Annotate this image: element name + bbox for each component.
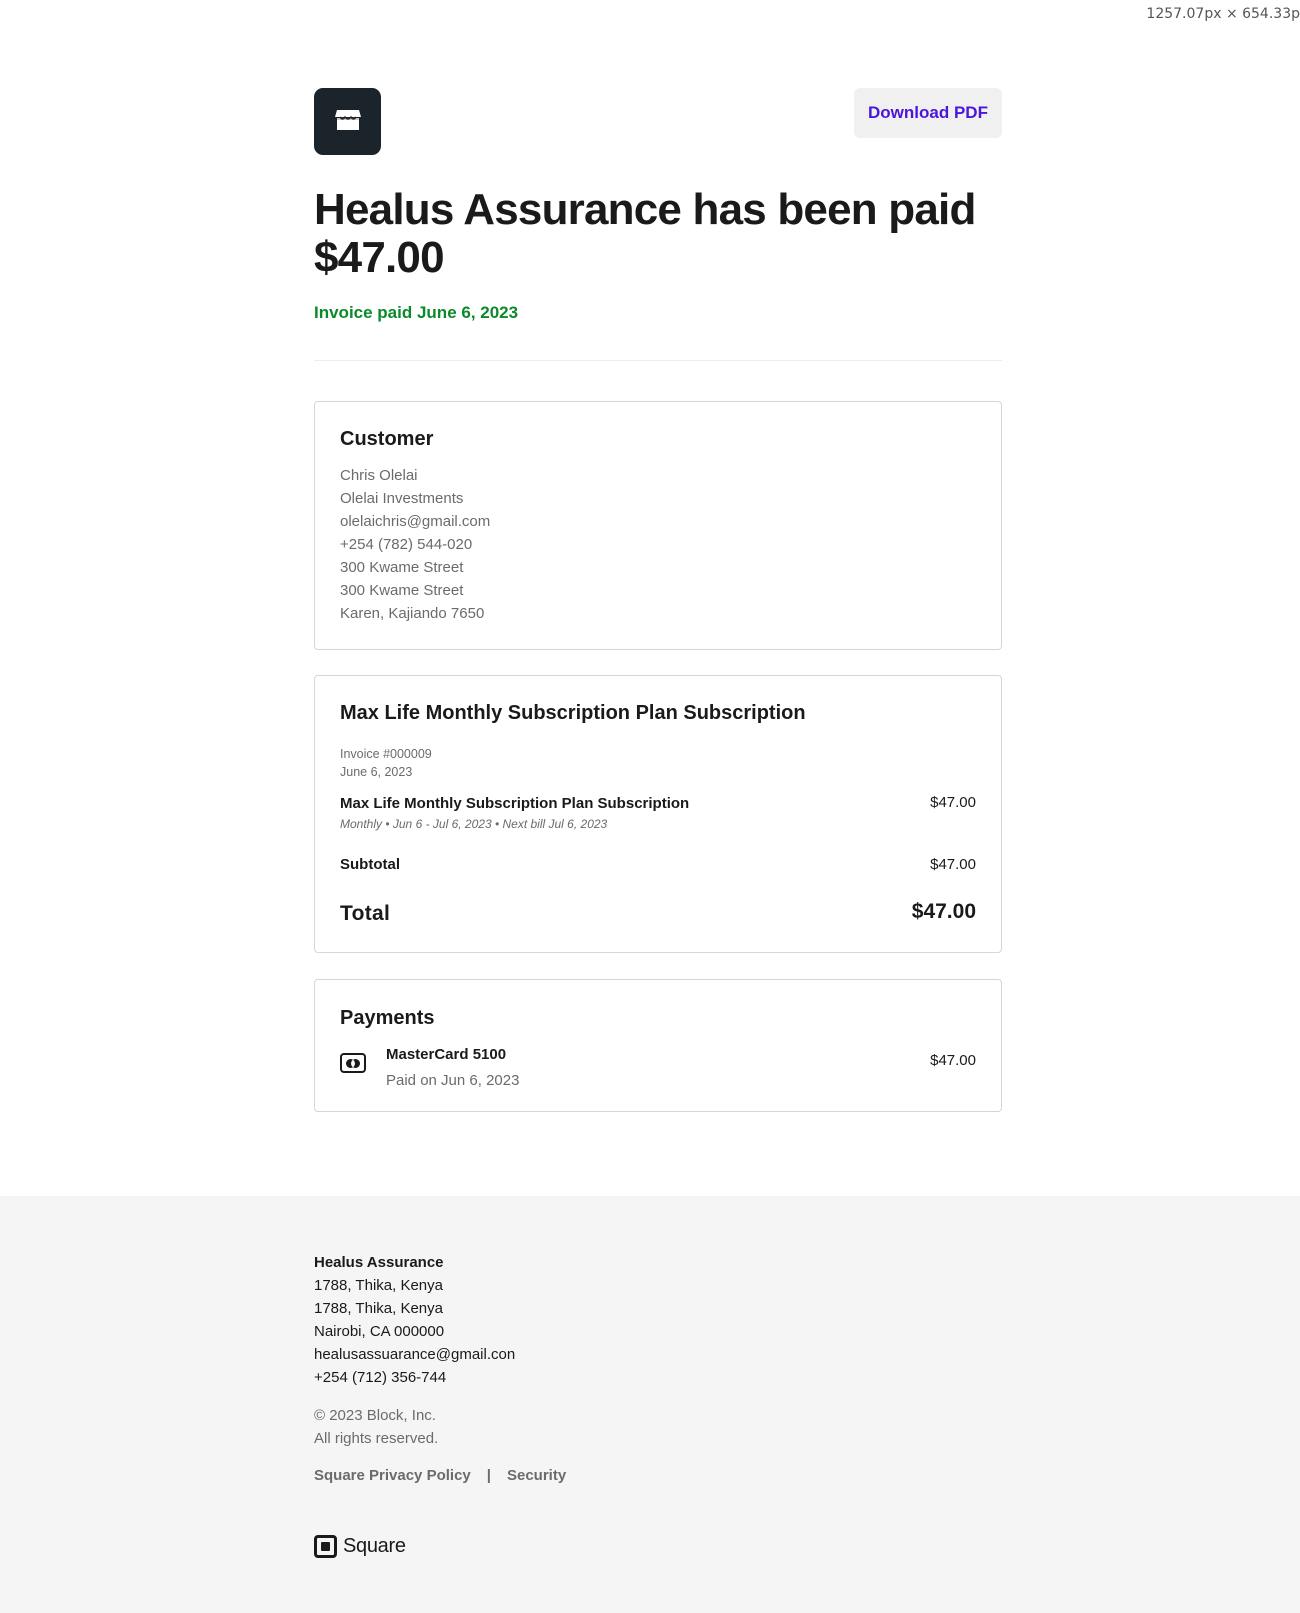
invoice-date: June 6, 2023 (340, 765, 413, 779)
square-logo-icon (314, 1535, 337, 1558)
subtotal-label: Subtotal (340, 856, 400, 873)
customer-email: olelaichris@gmail.com (340, 513, 491, 530)
viewport-size-readout: 1257.07px × 654.33p (1146, 6, 1300, 22)
invoice-card (314, 675, 1002, 953)
copyright (314, 1404, 438, 1450)
business-city: Nairobi, CA 000000 (314, 1323, 445, 1340)
subtotal-amount: $47.00 (930, 856, 976, 873)
business-name: Healus Assurance (314, 1254, 444, 1271)
merchant-logo (314, 88, 381, 155)
square-wordmark: Square (343, 1535, 406, 1557)
customer-address-line: 300 Kwame Street (340, 559, 464, 576)
payment-method: MasterCard 5100 (386, 1046, 507, 1063)
payment-date: Paid on Jun 6, 2023 (386, 1072, 520, 1089)
line-item-amount: $47.00 (930, 794, 976, 811)
footer-links (314, 1467, 566, 1484)
storefront-icon (334, 106, 362, 137)
invoice-number: Invoice #000009 (340, 747, 432, 761)
credit-card-icon (340, 1053, 366, 1073)
total-label: Total (340, 902, 391, 925)
customer-company: Olelai Investments (340, 490, 464, 507)
page-title: Healus Assurance has been paid $47.00 (314, 185, 976, 282)
customer-details (340, 464, 490, 625)
payments-card (314, 979, 1002, 1112)
payment-amount: $47.00 (930, 1052, 976, 1069)
customer-address-line: 300 Kwame Street (340, 582, 464, 599)
copyright-text: © 2023 Block, Inc. (314, 1407, 436, 1424)
customer-name: Chris Olelai (340, 467, 418, 484)
customer-title: Customer (340, 428, 434, 450)
line-item-detail: Monthly • Jun 6 - Jul 6, 2023 • Next bill Jul 6, 2023 (340, 817, 608, 831)
rights-text: All rights reserved. (314, 1430, 439, 1447)
total-amount: $47.00 (911, 900, 976, 923)
security-link[interactable]: Security (506, 1467, 567, 1484)
divider (314, 360, 1002, 361)
customer-city: Karen, Kajiando 7650 (340, 605, 485, 622)
business-email: healusassuarance@gmail.con (314, 1346, 516, 1363)
invoice-meta (340, 745, 432, 781)
link-separator: | (486, 1467, 491, 1484)
payments-title: Payments (340, 1007, 435, 1029)
business-phone: +254 (712) 356-744 (314, 1369, 447, 1386)
download-pdf-button[interactable]: Download PDF (854, 88, 1002, 138)
square-logo (314, 1535, 406, 1558)
customer-phone: +254 (782) 544-020 (340, 536, 473, 553)
privacy-policy-link[interactable]: Square Privacy Policy (314, 1467, 471, 1484)
business-address-line: 1788, Thika, Kenya (314, 1277, 443, 1294)
business-address-line: 1788, Thika, Kenya (314, 1300, 443, 1317)
invoice-title: Max Life Monthly Subscription Plan Subscription (340, 702, 806, 724)
paid-status: Invoice paid June 6, 2023 (314, 303, 519, 322)
business-info (314, 1251, 515, 1389)
footer (0, 1196, 1300, 1613)
customer-card (314, 401, 1002, 650)
line-item-name: Max Life Monthly Subscription Plan Subscription (340, 795, 690, 812)
